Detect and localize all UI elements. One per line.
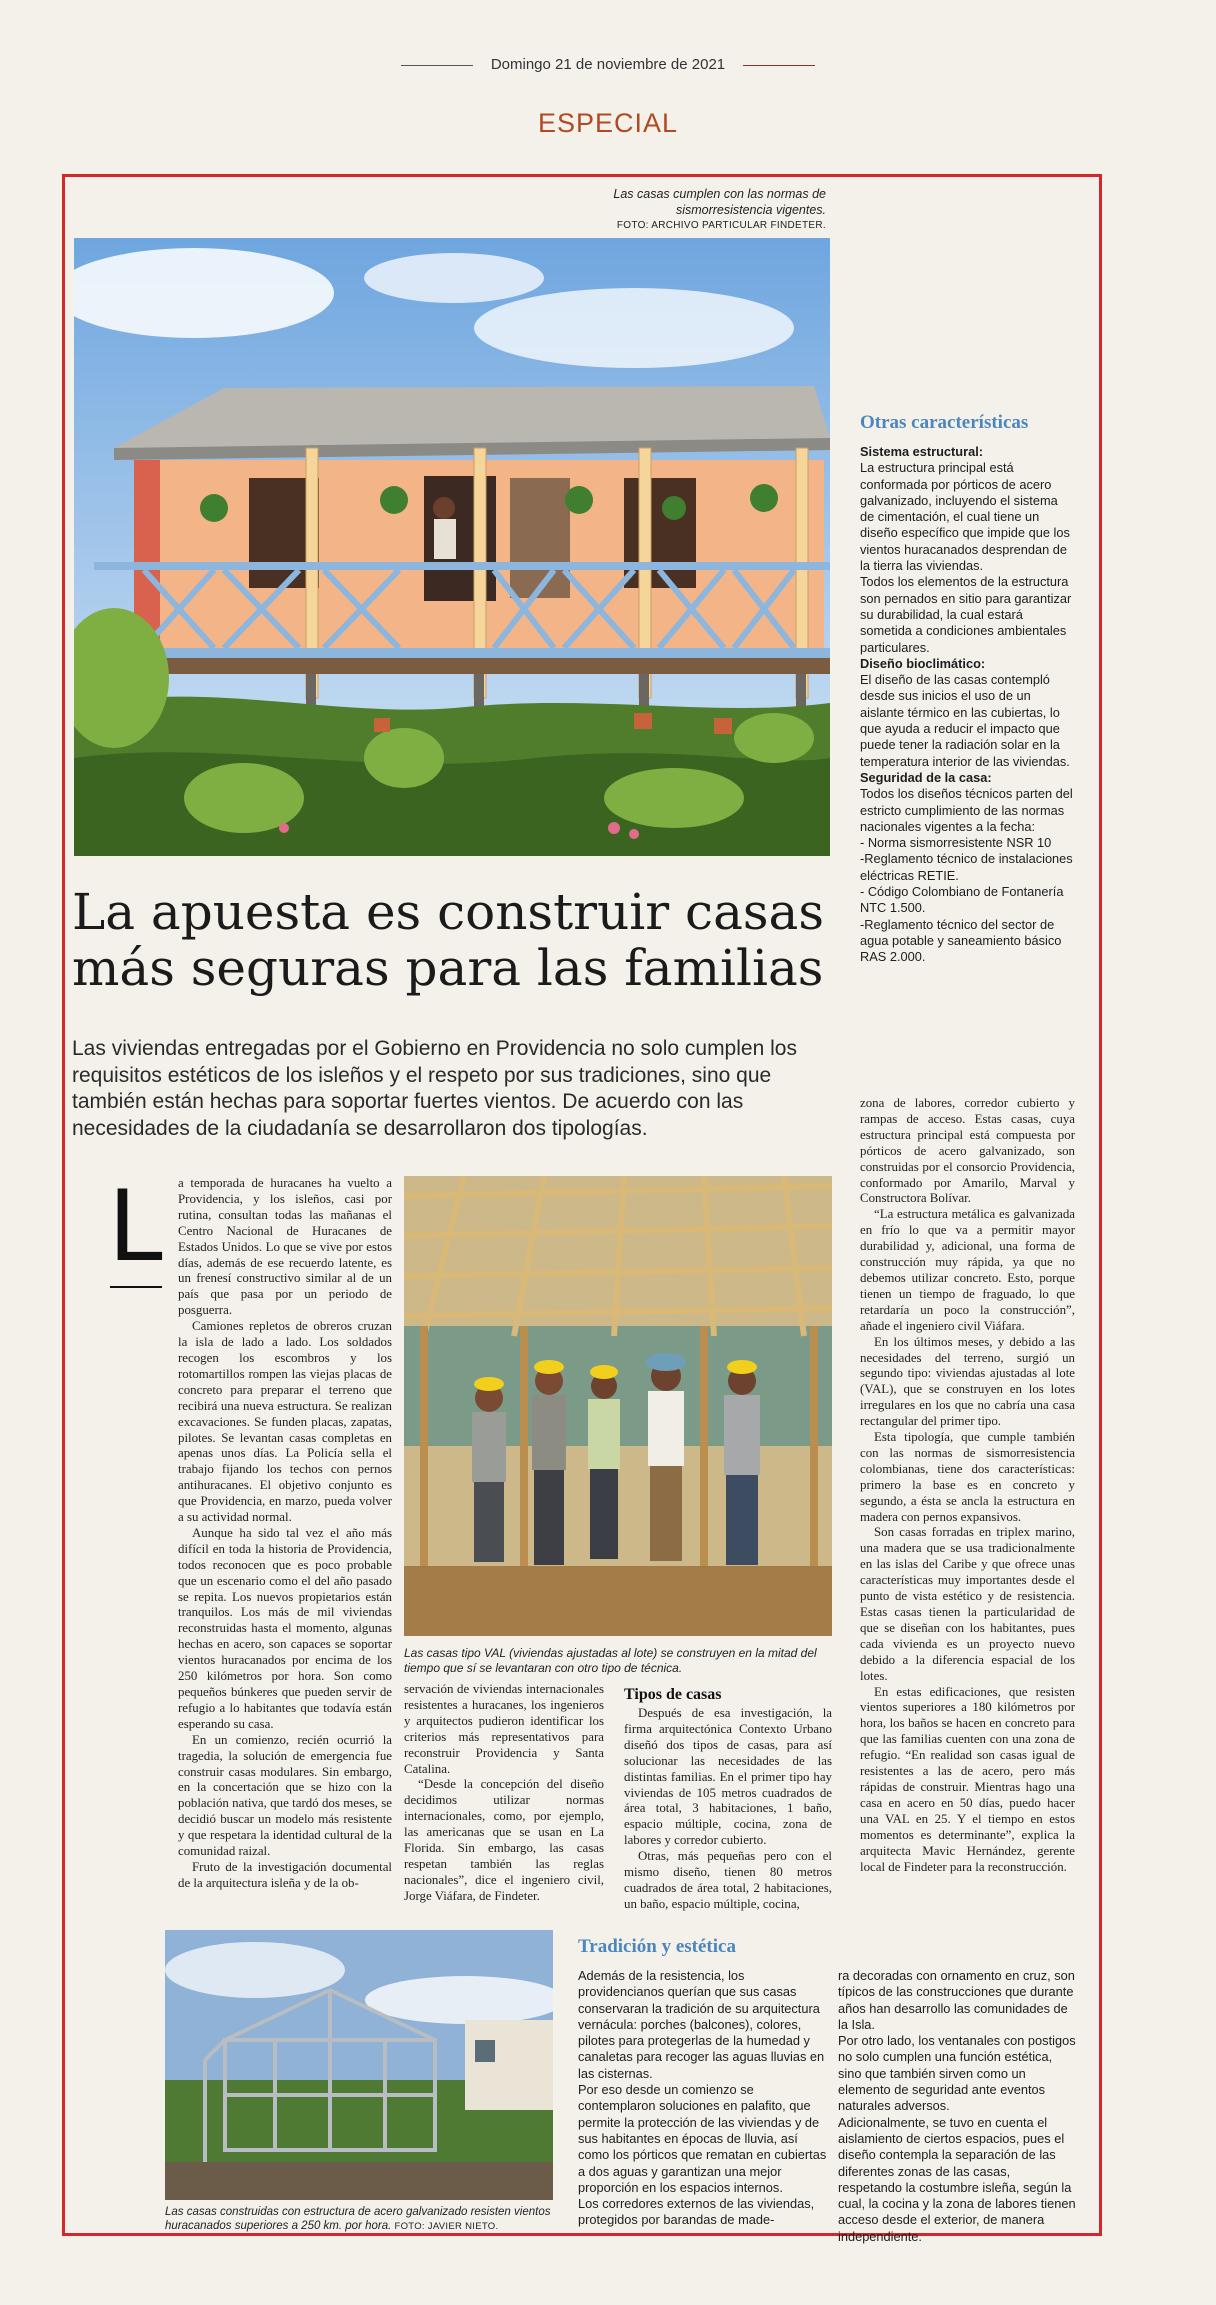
header-rule-left [401,65,473,66]
article-column-2 [404,1682,604,1905]
tradition-paragraph: Adicionalmente, se tuvo en cuenta el aislamiento de ciertos espacios, pues el diseño contempla la separación de las diferentes zonas de las casas, respetando la costumbre isleña, según la cual, la cocina y la zona de labores tienen acceso desde el exterior, de manera independiente. [838,2114,1076,2244]
tradition-column-2 [838,1968,1076,2245]
article-column-3 [624,1706,832,1913]
article-paragraph: “La estructura metálica es galvanizada en frío lo que va a permitir mayor durabilidad y, adicional, una forma de construcción muy rápida, ya que no debemos utilizar concreto. Esto, porque tienen un tiempo de fraguado, lo que retardaría un poco la construcción”, añade el ingeniero civil Viáfara. [860,1207,1075,1333]
article-paragraph: servación de viviendas internacionales resistentes a huracanes, los ingenieros y arquitectos pudieron identificar los criterios más representativos para reconstruir Providencia y Santa Catalina. [404,1682,604,1776]
article-column-1 [178,1176,392,1892]
article-paragraph: a temporada de huracanes ha vuelto a Providencia, y los isleños, casi por rutina, consultan todas las mañanas el Centro Nacional de Huracanes de Estados Unidos. Lo que se vive por estos días, además de ese recuerdo latente, es un frenesí constructivo similar al de un país que pasa por un periodo de posguerra. [178,1176,392,1318]
tradition-column-1 [578,1968,828,2229]
house-illustration [74,238,830,856]
article-paragraph: “Desde la concepción del diseño decidimos utilizar normas internacionales, como, por ejemplo, las americanas que se usan en La Florida. Sin embargo, las casas respetan también las reglas nacionales”, dice el ingeniero civil, Jorge Viáfara, de Findeter. [404,1777,604,1903]
norm-item: -Reglamento técnico del sector de agua potable y saneamiento básico RAS 2.000. [860,916,1062,965]
top-photo-caption-text: Las casas cumplen con las normas de sismorresistencia vigentes. [613,187,826,217]
tradition-paragraph: Además de la resistencia, los providencianos querían que sus casas conservaran la tradición de su arquitectura vernácula: porches (balcones), colores, pilotes para protegerlas de la humedad y canaletas para recoger las aguas lluvias en las cisternas. [578,1968,825,2081]
drop-cap-underline [110,1286,162,1288]
middle-photo-caption: Las casas tipo VAL (viviendas ajustadas al lote) se construyen en la mitad del tiempo que sí se levantaran con otro tipo de técnica. [404,1646,817,1675]
sidebar-title: Otras características [860,412,1029,433]
house-photo [74,238,830,856]
tradition-paragraph: ra decoradas con ornamento en cruz, son típicos de las construcciones que durante años han desarrollo las comunidades de la Isla. [838,1968,1075,2032]
section-label: ESPECIAL [537,108,679,138]
sidebar-text: Todos los diseños técnicos parten del estricto cumplimiento de las normas nacionales vigentes a la fecha: [860,786,1073,834]
workers-illustration [404,1176,832,1636]
article-paragraph: Después de esa investigación, la firma arquitectónica Contexto Urbano diseñó dos tipos de casas, para así solucionar las necesidades de las distintas familias. En el primer tipo hay viviendas de 105 metros cuadrados de área total, 3 habitaciones, 1 baño, espacio múltiple, cocina, zona de labores y corredor cubierto. [624,1706,832,1848]
norm-item: - Norma sismorresistente NSR 10 [860,835,1052,851]
sidebar-body [860,444,1075,966]
sidebar-text: La estructura principal está conformada por pórticos de acero galvanizado, incluyendo el sistema de cimentación, el cual tiene un diseño específico que impide que los vientos huracanados desprendan de la tierra las viviendas. [860,460,1070,574]
sidebar-block [860,770,1075,835]
norm-item: -Reglamento técnico de instalaciones eléctricas RETIE. [860,851,1073,883]
norm-item: - Código Colombiano de Fontanería NTC 1.500. [860,884,1064,916]
workers-photo [404,1176,832,1636]
drop-cap: L [108,1170,163,1284]
article-paragraph: Fruto de la investigación documental de la arquitectura isleña y de la ob- [178,1859,392,1890]
sidebar-text: El diseño de las casas contempló desde sus inicios el uso de un aislante térmico en las cubiertas, lo que ayuda a reducir el impacto que puede tener la radiación solar en la temperatura interior de las viviendas. [860,672,1070,769]
header-rule-right [743,65,815,66]
article-paragraph: En los últimos meses, y debido a las necesidades del terreno, surgió un segundo tipo: viviendas ajustadas al lote (VAL), que se construyen en los lotes irregulares en los que no cabría una casa rectangular del primer tipo. [860,1334,1075,1429]
top-photo-credit: FOTO: ARCHIVO PARTICULAR FINDETER. [616,220,826,231]
bottom-photo-caption-text: Las casas construidas con estructura de acero galvanizado resisten vientos huracanados superiores a 250 km. por hora. [165,2206,551,2232]
article-headline: La apuesta es construir casas más seguras para las familias [72,883,825,997]
sidebar-block [860,444,1075,574]
page-date: Domingo 21 de noviembre de 2021 [490,56,726,73]
top-photo-caption [560,186,826,234]
article-paragraph: Esta tipología, que cumple también con las normas de sismorresistencia colombianas, tiene dos características: primero la base es en concreto y segundo, a ésta se ancla la estructura en madera con pernos expansivos. [860,1430,1075,1524]
article-paragraph: Aunque ha sido tal vez el año más difícil en toda la historia de Providencia, todos reconocen que es poco probable que un escenario como el del año pasado se repita. Los nuevos propietarios están tranquilos. Los más de mil viviendas reconstruidas hasta el momento, algunas hechas en acero, son capaces se soportar vientos huracanados por encima de los 250 kilómetros por hora. Son como pequeños búnkeres que pueden servir de refugio a lo habitantes que todavía están esperando su casa. [178,1525,392,1731]
article-paragraph: zona de labores, corredor cubierto y rampas de acceso. Estas casas, cuya estructura principal está compuesta por pórticos de acero galvanizado, son construidas por el consorcio Providencia, conformado por Amarilo, Marval y Constructora Bolívar. [860,1096,1075,1206]
steel-structure-photo [165,1930,553,2200]
article-paragraph: Otras, más pequeñas pero con el mismo diseño, tienen 80 metros cuadrados de área total, 2 habitaciones, un baño, espacio múltiple, cocina, [624,1849,832,1911]
sidebar-text: Todos los elementos de la estructura son pernados en sitio para garantizar su durabilidad, la cual estará sometida a condiciones ambientales particulares. [860,574,1072,655]
article-column-4 [860,1096,1075,1875]
page-date-header [0,56,1216,73]
article-paragraph: Son casas forradas en triplex marino, una madera que se usa tradicionalmente en las islas del Caribe y que ofrece unas características muy importantes desde el punto de vista estético y de resistencia. Estas casas tienen la particularidad de que se diseñan con los habitantes, pues cada vivienda es un proyecto nuevo debido a la diferencia espacial de los lotes. [860,1525,1075,1683]
article-subhead: Tipos de casas [624,1686,722,1703]
tradition-paragraph: Por eso desde un comienzo se contemplaron soluciones en palafito, que permite la protección de las viviendas y de sus habitantes en épocas de lluvia, así como los pórticos que rematan en cubiertas a dos aguas y garantizan una mejor proporción en los espacios internos. [578,2082,827,2195]
article-paragraph: En un comienzo, recién ocurrió la tragedia, la solución de emergencia fue construir casas modulares. Sin embargo, en la concertación que se hizo con la población nativa, que tardó dos meses, se decidió buscar un modelo más resistente y que respetara la identidad cultural de la comunidad raizal. [178,1732,392,1859]
sidebar-label: Seguridad de la casa: [860,769,992,785]
sidebar-block [860,656,1075,770]
tradition-title: Tradición y estética [578,1936,736,1957]
article-paragraph: Camiones repletos de obreros cruzan la isla de lado a lado. Los soldados recogen los escombros y los rotomartillos rompen las viejas placas de concreto para preparar el terreno que recibirá una nueva estructura. Se realizan excavaciones. Se funden placas, zapatas, pilotes. Se levantan casas completas en apenas unos días. La Policía sella el trabajo fijando los techos con pernos antihuracanes. El objetivo conjunto es que Providencia, en marzo, pueda volver a su actividad normal. [178,1319,392,1525]
sidebar-label: Diseño bioclimático: [860,655,986,671]
bottom-photo-credit: FOTO: JAVIER NIETO. [394,2221,499,2232]
sidebar-label: Sistema estructural: [860,444,984,459]
tradition-paragraph: Por otro lado, los ventanales con postigos no solo cumplen una función estética, sino que también sirven como un elemento de seguridad ante eventos naturales adversos. [838,2033,1076,2114]
steel-structure-illustration [165,1930,553,2200]
sidebar-block [860,574,1075,655]
bottom-photo-caption [165,2205,557,2234]
article-paragraph: En estas edificaciones, que resisten vientos superiores a 180 kilómetros por hora, los baños se hacen en concreto para que las familias cuenten con una zona de refugio. “En realidad son casas igual de resistentes a las de acero, pero más rápidas de construir. Mientras hago una casa en acero en 50 días, puedo hacer una VAL en 25. Y el tiempo en estos momentos es determinante”, explica la arquitecta Mavic Hernández, gerente local de Findeter para la reconstrucción. [860,1684,1075,1874]
tradition-paragraph: Los corredores externos de las viviendas, protegidos por barandas de made- [578,2196,815,2228]
article-deck: Las viviendas entregadas por el Gobierno en Providencia no solo cumplen los requisitos estéticos de los isleños y el respeto por sus tradiciones, sino que también están hechas para soportar fuertes vientos. De acuerdo con las necesidades de la ciudadanía se desarrollaron dos tipologías. [72,1037,797,1140]
